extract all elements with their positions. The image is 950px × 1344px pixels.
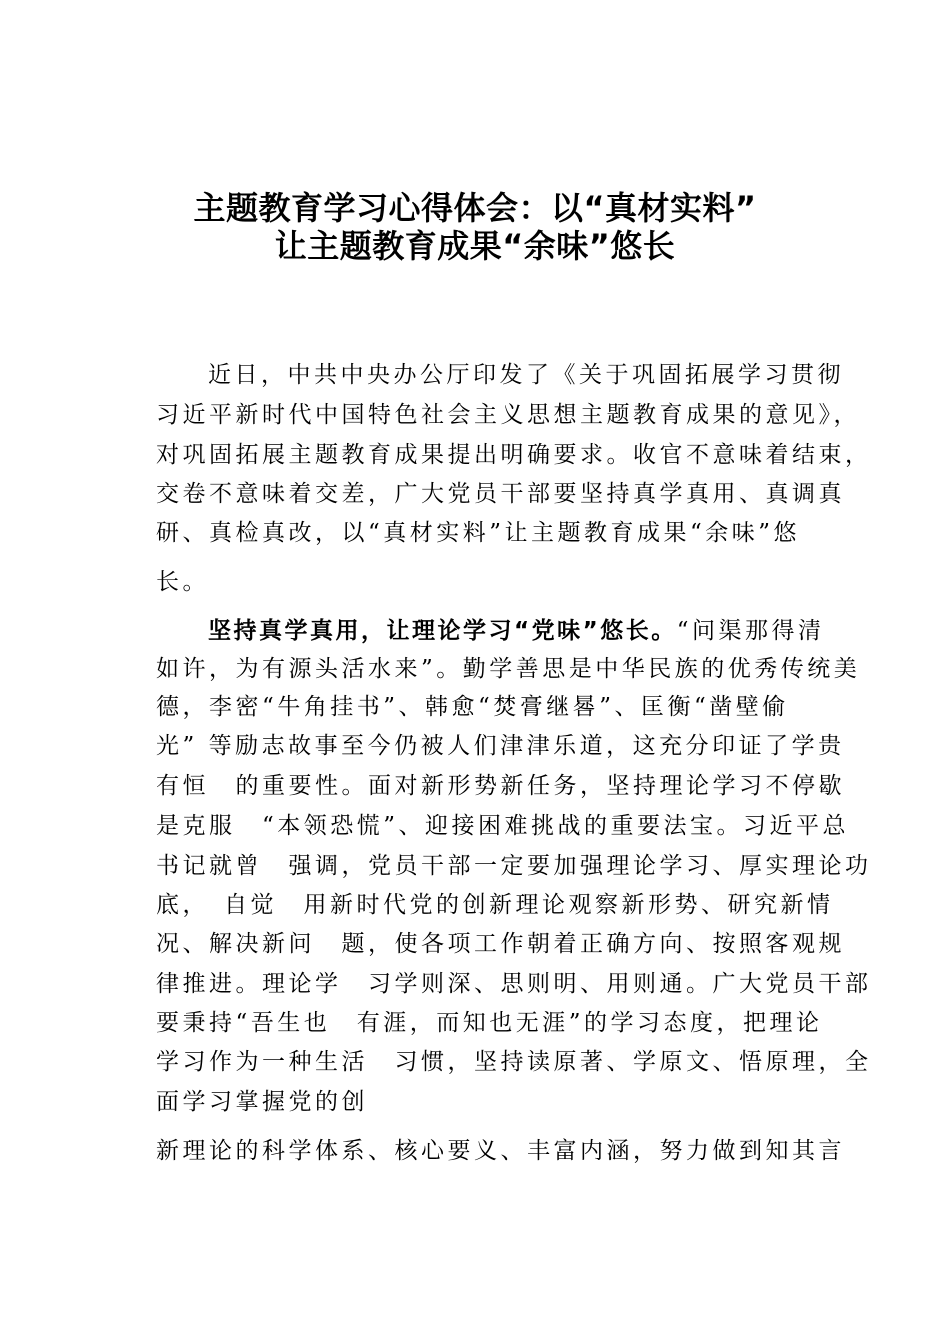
paragraph-2-line-13: 面学习掌握党的创 [156,1089,368,1115]
paragraph-2-line-12: 学习作为一种生活 习惯，坚持读原著、学原文、悟原理，全 [156,1049,872,1075]
paragraph-2-heading: 坚持真学真用，让理论学习“党味”悠长。 [208,618,677,644]
paragraph-2-line-6: 是克服 “本领恐慌”、迎接困难挑战的重要法宝。习近平总 [156,813,850,839]
paragraph-3-line-1: 新理论的科学体系、核心要义、丰富内涵，努力做到知其言 [156,1138,845,1164]
paragraph-2-line-9: 况、解决新问 题，使各项工作朝着正确方向、按照客观规 [156,931,845,957]
paragraph-2-first-line-rest: “问渠那得清 [676,618,825,644]
paragraph-1-line-3: 对巩固拓展主题教育成果提出明确要求。收官不意味着结束， [156,442,872,468]
paragraph-1-line-6: 长。 [156,569,209,595]
paragraph-2-line-1 [208,616,825,646]
paragraph-1-line-5: 研、真检真改，以“真材实料”让主题教育成果“余味”悠 [156,520,801,546]
paragraph-1-line-1: 近日，中共中央办公厅印发了《关于巩固拓展学习贯彻 [208,362,844,388]
paragraph-2-line-10: 律推进。理论学 习学则深、思则明、用则通。广大党员干部 [156,971,872,997]
paragraph-1-line-4: 交卷不意味着交差，广大党员干部要坚持真学真用、真调真 [156,481,845,507]
paragraph-2-line-8: 底， 自觉 用新时代党的创新理论观察新形势、研究新情 [156,892,834,918]
paragraph-2-line-11: 要秉持“吾生也 有涯，而知也无涯”的学习态度，把理论 [156,1010,823,1036]
paragraph-2-line-3: 德，李密“牛角挂书”、韩愈“焚膏继晷”、匡衡“凿壁偷 [156,694,789,720]
paragraph-1-line-2: 习近平新时代中国特色社会主义思想主题教育成果的意见》， [156,402,860,428]
paragraph-2-line-5: 有恒 的重要性。面对新形势新任务，坚持理论学习不停歇 [156,773,845,799]
paragraph-2-line-2: 如许，为有源头活水来”。勤学善思是中华民族的优秀传统美 [156,656,861,682]
document-title-line-1: 主题教育学习心得体会：以“真材实料” [193,189,757,227]
paragraph-2-line-7: 书记就曾 强调，党员干部一定要加强理论学习、厚实理论功 [156,853,872,879]
paragraph-2-line-4: 光” 等励志故事至今仍被人们津津乐道，这充分印证了学贵 [156,733,845,759]
document-title-line-2: 让主题教育成果“余味”悠长 [274,227,676,265]
